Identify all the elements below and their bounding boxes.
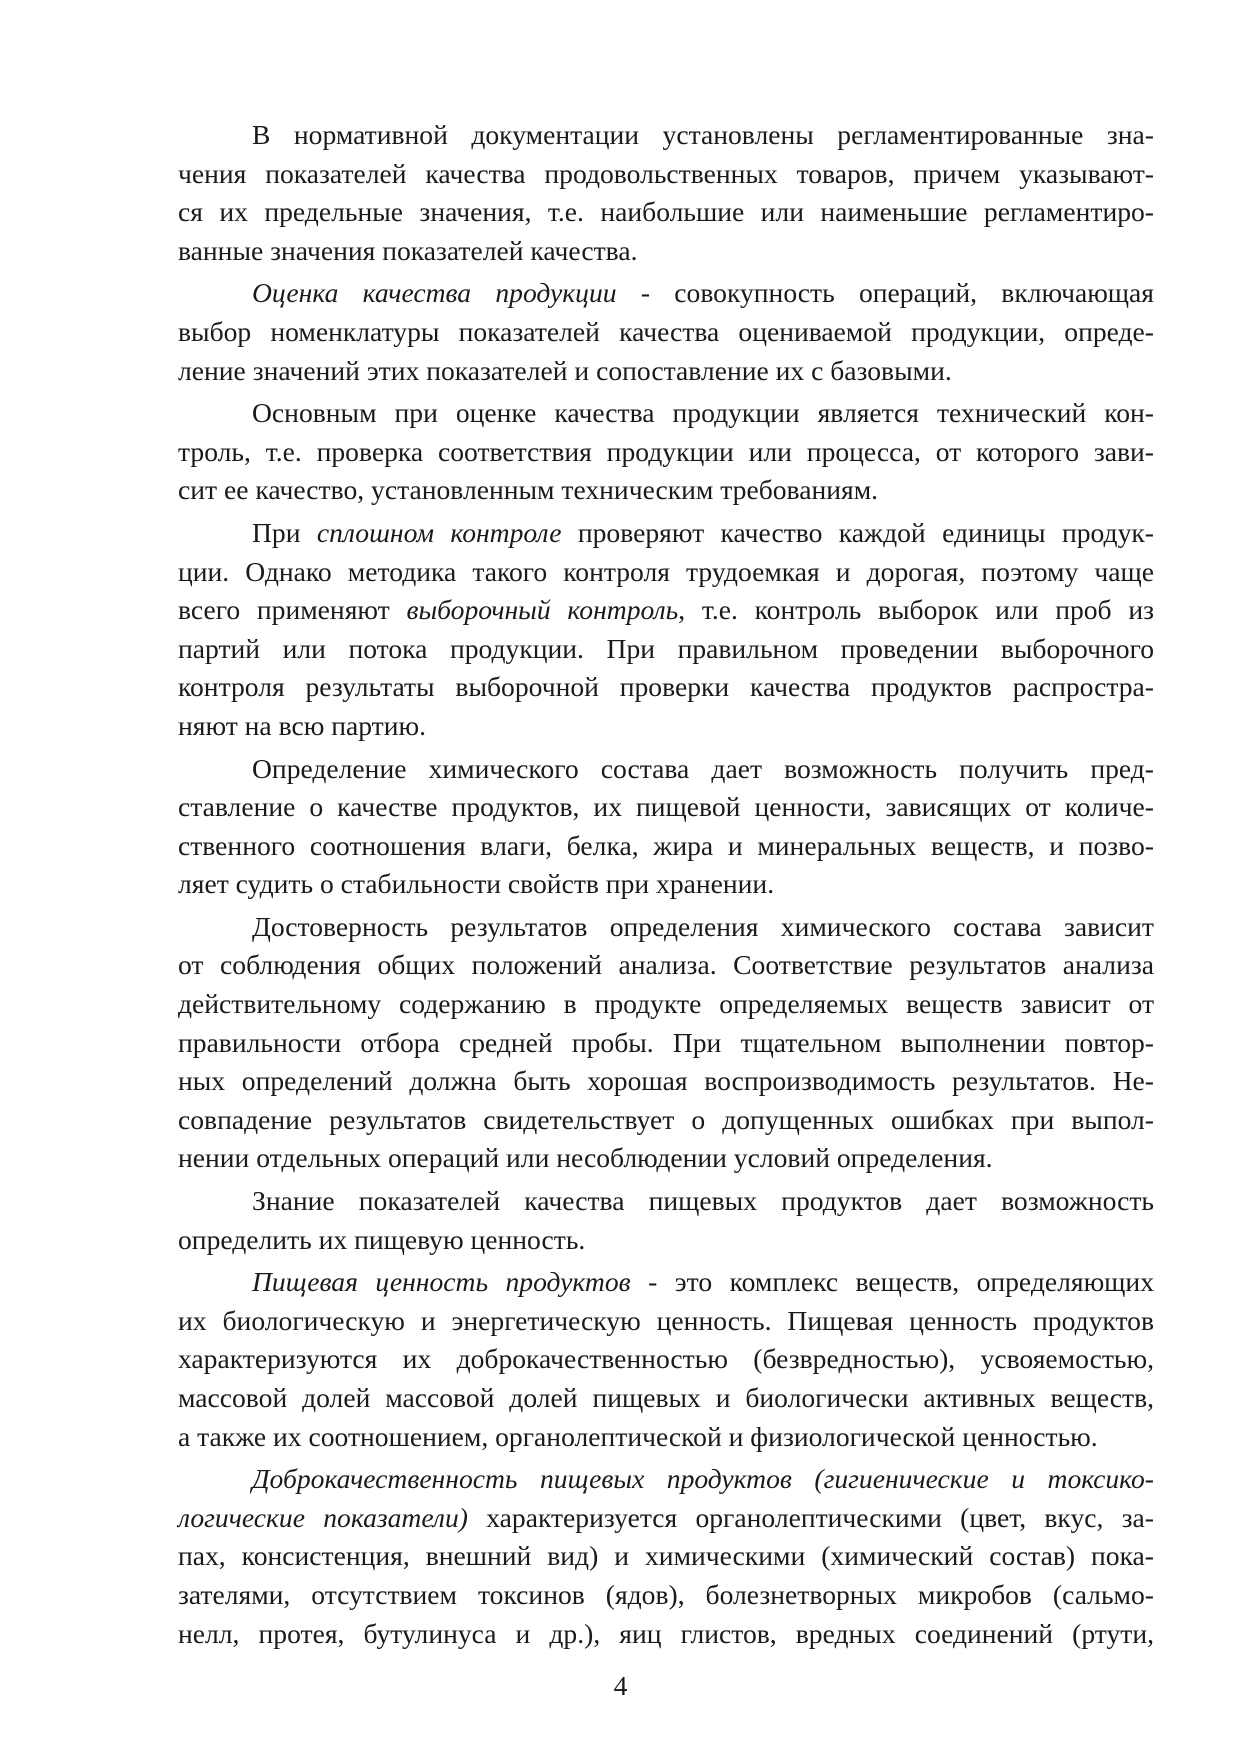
- text-run: сит ее качество, установленным техническим требованиям.: [178, 474, 879, 506]
- text-run: выбор номенклатуры показателей качества оцениваемой продукции, опреде-: [178, 315, 1154, 347]
- paragraph: [178, 116, 1154, 270]
- text-run: от соблюдения общих положений анализа. Соответствие результатов анализа: [178, 949, 1154, 981]
- text-run: ных определений должна быть хорошая воспроизводимость результатов. Не-: [178, 1065, 1154, 1097]
- text-run: совпадение результатов свидетельствует о допущенных ошибках при выпол-: [178, 1103, 1154, 1135]
- text-line: [178, 471, 1154, 510]
- italic-term: Доброкачественность пищевых продуктов (гигиенические и токсико-: [252, 1463, 1154, 1495]
- text-line: [178, 155, 1154, 194]
- text-line: [178, 274, 1154, 313]
- text-run: - это комплекс веществ, определяющих: [630, 1266, 1154, 1298]
- text-run: ся их предельные значения, т.е. наибольшие или наименьшие регламентиро-: [178, 196, 1154, 228]
- text-line: [178, 591, 1154, 630]
- text-run: массовой долей массовой долей пищевых и биологически активных веществ,: [178, 1382, 1154, 1413]
- paragraph: [178, 908, 1154, 1178]
- italic-term: выборочный контроль: [406, 594, 679, 626]
- text-line: [178, 865, 1154, 904]
- paragraph: [178, 394, 1154, 510]
- text-line: [178, 553, 1154, 592]
- text-run: ственного соотношения влаги, белка, жира и минеральных веществ, и позво-: [178, 829, 1154, 861]
- text-run: партий или потока продукции. При правильном проведении выборочного: [178, 632, 1154, 664]
- text-line: [178, 352, 1154, 391]
- text-line: [178, 668, 1154, 707]
- text-run: характеризуется органолептическими (цвет, вкус, за-: [467, 1501, 1154, 1533]
- text-run: В нормативной документации установлены регламентированные зна-: [252, 119, 1154, 150]
- text-run: ление значений этих показателей и сопоставление их с базовыми.: [178, 354, 952, 386]
- text-line: [178, 1576, 1154, 1615]
- paragraph: [178, 1263, 1154, 1456]
- paragraph: [178, 750, 1154, 904]
- text-run: контроля результаты выборочной проверки качества продуктов распростра-: [178, 671, 1154, 703]
- text-run: Определение химического состава дает возможность получить пред-: [252, 752, 1154, 784]
- text-line: [178, 1221, 1154, 1260]
- text-run: Знание показателей качества пищевых продуктов дает возможность: [252, 1185, 1154, 1217]
- text-line: [178, 232, 1154, 271]
- italic-term: сплошном контроле: [316, 516, 562, 548]
- text-run: При: [252, 516, 317, 548]
- text-line: [178, 1182, 1154, 1221]
- text-line: [178, 193, 1154, 232]
- paragraph: [178, 1460, 1154, 1653]
- text-line: [178, 750, 1154, 789]
- text-line: [178, 116, 1154, 155]
- text-line: [178, 788, 1154, 827]
- text-run: проверяют качество каждой единицы продук-: [561, 516, 1154, 548]
- text-line: [178, 1340, 1154, 1379]
- text-line: [178, 1302, 1154, 1341]
- paragraph: [178, 1182, 1154, 1259]
- paragraph: [178, 274, 1154, 390]
- text-line: [178, 1062, 1154, 1101]
- text-run: троль, т.е. проверка соответствия продукции или процесса, от которого зави-: [178, 435, 1154, 467]
- text-line: [178, 630, 1154, 669]
- text-line: [178, 1615, 1154, 1654]
- text-run: всего применяют: [178, 594, 407, 626]
- text-line: [178, 394, 1154, 433]
- text-line: [178, 707, 1154, 746]
- italic-term: логические показатели): [178, 1501, 468, 1533]
- text-run: Основным при оценке качества продукции является технический кон-: [252, 397, 1154, 429]
- text-run: определить их пищевую ценность.: [178, 1223, 586, 1255]
- text-run: действительному содержанию в продукте определяемых веществ зависит от: [178, 988, 1154, 1020]
- text-run: их биологическую и энергетическую ценность. Пищевая ценность продуктов: [178, 1304, 1154, 1336]
- text-run: нелл, протея, бутулинуса и др.), яиц глистов, вредных соединений (ртути,: [178, 1617, 1154, 1649]
- page-number: 4: [613, 1670, 628, 1701]
- text-run: правильности отбора средней пробы. При тщательном выполнении повтор-: [178, 1026, 1154, 1058]
- text-run: , т.е. контроль выборок или проб из: [678, 594, 1155, 626]
- text-run: ванные значения показателей качества.: [178, 234, 638, 266]
- text-line: [178, 908, 1154, 947]
- text-line: [178, 1101, 1154, 1140]
- text-run: ставление о качестве продуктов, их пищевой ценности, зависящих от количе-: [178, 791, 1154, 823]
- text-line: [178, 433, 1154, 472]
- text-run: Достоверность результатов определения химического состава зависит: [252, 910, 1154, 942]
- text-line: [178, 827, 1154, 866]
- italic-term: Оценка качества продукции: [252, 277, 617, 309]
- text-run: а также их соотношением, органолептической и физиологической ценностью.: [178, 1420, 1098, 1452]
- text-run: чения показателей качества продовольственных товаров, причем указывают-: [178, 157, 1154, 189]
- paragraph: [178, 514, 1154, 746]
- text-run: зателями, отсутствием токсинов (ядов), болезнетворных микробов (сальмо-: [178, 1578, 1154, 1610]
- text-run: няют на всю партию.: [178, 709, 426, 741]
- text-run: - совокупность операций, включающая: [616, 277, 1154, 309]
- text-line: [178, 1263, 1154, 1302]
- text-line: [178, 1024, 1154, 1063]
- text-line: [178, 313, 1154, 352]
- text-run: ляет судить о стабильности свойств при хранении.: [178, 868, 775, 900]
- text-run: ции. Однако методика такого контроля трудоемкая и дорогая, поэтому чаще: [178, 555, 1154, 587]
- text-line: [178, 1139, 1154, 1178]
- text-line: [178, 1460, 1154, 1499]
- text-body: [178, 116, 1154, 1657]
- text-line: [178, 1499, 1154, 1538]
- text-line: [178, 985, 1154, 1024]
- text-run: характеризуются их доброкачественностью (безвредностью), усвояемостью,: [178, 1343, 1154, 1375]
- text-line: [178, 1418, 1154, 1457]
- italic-term: Пищевая ценность продуктов: [252, 1266, 631, 1298]
- text-line: [178, 946, 1154, 985]
- text-line: [178, 1379, 1154, 1418]
- text-line: [178, 1537, 1154, 1576]
- text-run: нении отдельных операций или несоблюдении условий определения.: [178, 1142, 993, 1174]
- text-run: пах, консистенция, внешний вид) и химическими (химический состав) пока-: [178, 1540, 1154, 1572]
- text-line: [178, 514, 1154, 553]
